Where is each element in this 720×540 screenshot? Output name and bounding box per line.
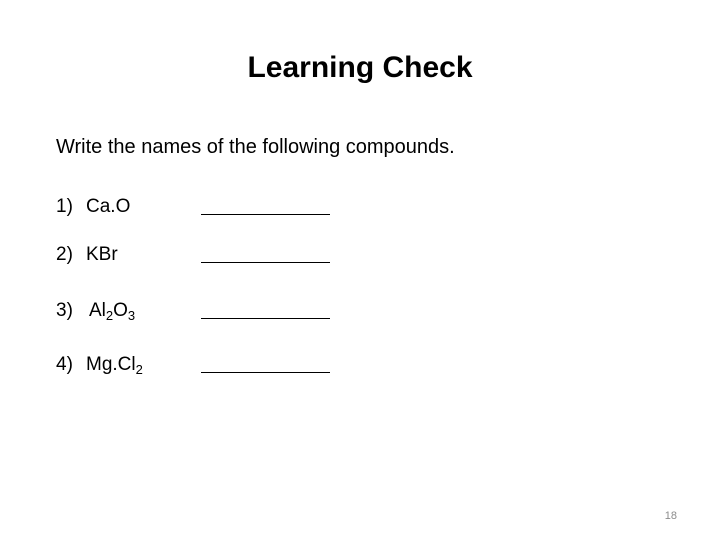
- formula-part: KBr: [86, 244, 118, 265]
- answer-blank: [201, 372, 330, 373]
- answer-blank: [201, 214, 330, 215]
- answer-blank: [201, 262, 330, 263]
- question-item-1: [56, 194, 356, 224]
- page-number: 18: [664, 510, 677, 522]
- slide-title: Learning Check: [247, 51, 473, 84]
- answer-blank: [201, 318, 330, 319]
- item-number: 4): [56, 354, 73, 375]
- formula-subscript: 3: [127, 308, 136, 323]
- question-item-2: [56, 242, 356, 272]
- formula-part: Ca.O: [86, 196, 131, 217]
- compound-formula: [86, 352, 143, 378]
- item-number: 1): [56, 196, 73, 217]
- formula-subscript: 2: [135, 362, 143, 377]
- question-item-4: [56, 352, 356, 382]
- question-item-3: [56, 298, 356, 328]
- compound-formula: [86, 194, 130, 220]
- item-number: 3): [56, 300, 73, 321]
- formula-part: Mg.Cl: [86, 354, 136, 375]
- compound-formula: [86, 242, 118, 268]
- item-number: 2): [56, 244, 73, 265]
- formula-subscript: 2: [105, 308, 114, 323]
- formula-part: Al: [89, 300, 106, 321]
- instruction-text: Write the names of the following compounds.: [56, 136, 455, 158]
- compound-formula: [89, 298, 135, 324]
- formula-part: O: [113, 300, 128, 321]
